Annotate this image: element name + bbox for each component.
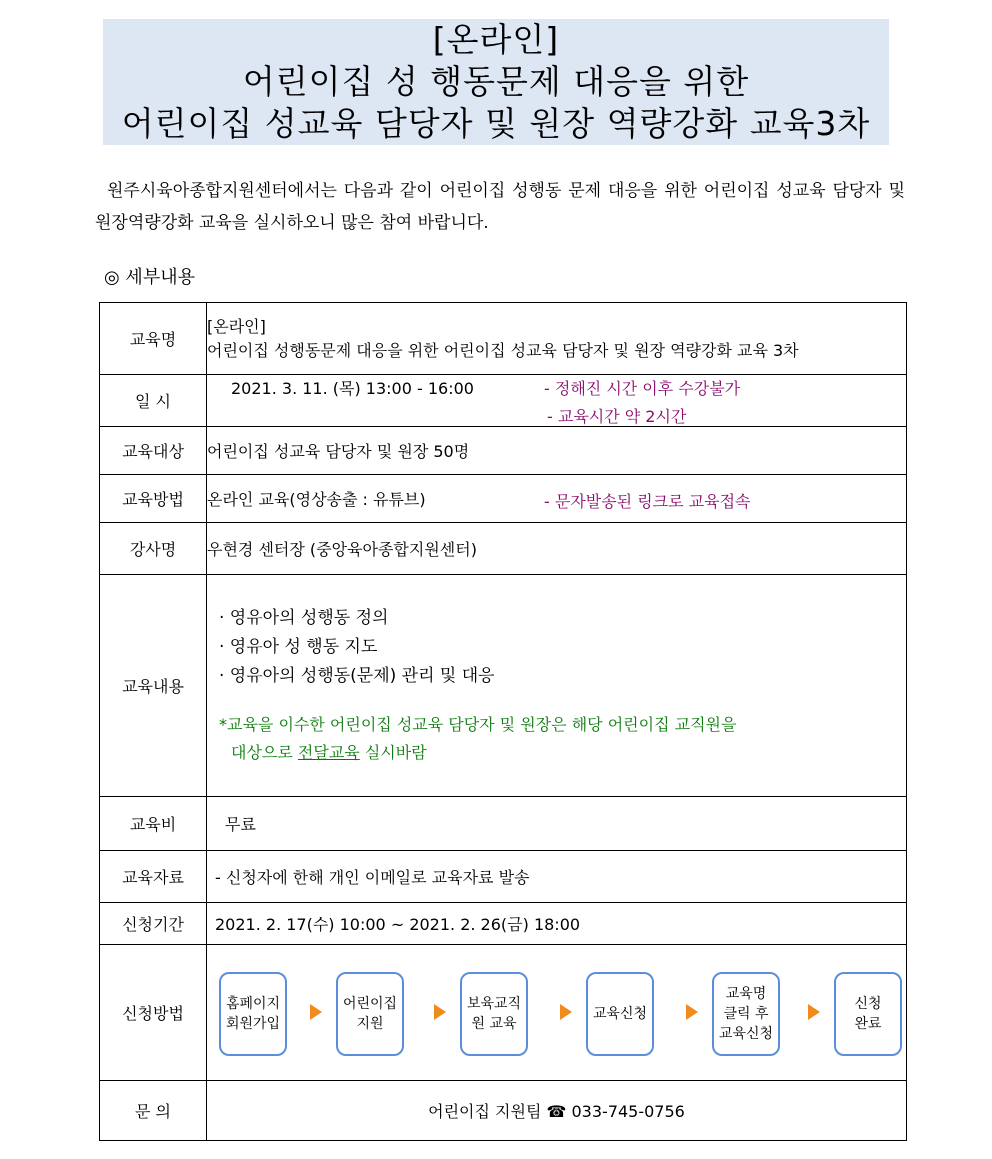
- row-value: 우현경 센터장 (중앙육아종합지원센터): [207, 523, 907, 575]
- row-label: 교육자료: [100, 851, 207, 903]
- step-text: 원 교육: [471, 1015, 517, 1032]
- table-row: [100, 945, 907, 1081]
- step-click-course: [712, 972, 780, 1056]
- table-row: [100, 475, 907, 523]
- date-note-2: - 교육시간 약 2시간: [547, 407, 687, 426]
- date-value: 2021. 3. 11. (목) 13:00 - 16:00: [231, 379, 474, 398]
- arrow-icon: [808, 1004, 820, 1020]
- table-row: [100, 427, 907, 475]
- step-text: 지원: [356, 1015, 384, 1032]
- contact-value: 어린이집 지원팀 ☎ 033-745-0756: [207, 1081, 907, 1141]
- row-value: 어린이집 성교육 담당자 및 원장 50명: [207, 427, 907, 475]
- step-text: 교육신청: [718, 1025, 774, 1042]
- intro-paragraph: 원주시육아종합지원센터에서는 다음과 같이 어린이집 성행동 문제 대응을 위한 어린이집 성교육 담당자 및 원장역량강화 교육을 실시하오니 많은 참여 바랍니다.: [95, 181, 905, 233]
- table-row: [100, 851, 907, 903]
- table-row: [100, 303, 907, 375]
- content-item: · 영유아 성 행동 지도: [219, 637, 378, 657]
- table-row: [100, 797, 907, 851]
- row-label: 신청방법: [100, 945, 207, 1081]
- step-text: 완료: [854, 1015, 882, 1032]
- title-line-2: 어린이집 성 행동문제 대응을 위한: [242, 62, 750, 101]
- step-text: 보육교직: [466, 995, 522, 1012]
- step-text: 클릭 후: [723, 1005, 769, 1022]
- row-value: [207, 475, 907, 523]
- row-label: 일 시: [100, 375, 207, 427]
- content-item: · 영유아의 성행동 정의: [219, 608, 389, 628]
- row-value: - 신청자에 한해 개인 이메일로 교육자료 발송: [207, 851, 907, 903]
- title-line-3: 어린이집 성교육 담당자 및 원장 역량강화 교육3차: [121, 104, 871, 143]
- table-row: [100, 523, 907, 575]
- method-value: 온라인 교육(영상송출 : 유튜브): [207, 490, 426, 509]
- row-label: 교육명: [100, 303, 207, 375]
- apply-steps: [207, 946, 906, 1080]
- step-apply-education: [586, 972, 654, 1056]
- row-value: [207, 375, 907, 427]
- section-title: ◎ 세부내용: [104, 267, 195, 288]
- step-staff-education: [460, 972, 528, 1056]
- notice-suffix: 실시바람: [359, 743, 427, 762]
- step-complete: [834, 972, 902, 1056]
- row-value: [207, 945, 907, 1081]
- table-row: [100, 575, 907, 797]
- row-label: 교육비: [100, 797, 207, 851]
- arrow-icon: [310, 1004, 322, 1020]
- table-row: [100, 903, 907, 945]
- step-text: 홈페이지: [225, 995, 281, 1012]
- notice-emphasis: 전달교육: [297, 743, 360, 762]
- row-label: 신청기간: [100, 903, 207, 945]
- date-note-1: - 정해진 시간 이후 수강불가: [544, 379, 741, 398]
- row-label: 문 의: [100, 1081, 207, 1141]
- step-daycare-support: [336, 972, 404, 1056]
- row-label: 강사명: [100, 523, 207, 575]
- content-notice-2: [219, 739, 906, 767]
- row-value: 무료: [207, 797, 907, 851]
- row-value: [207, 575, 907, 797]
- row-value: 2021. 2. 17(수) 10:00 ~ 2021. 2. 26(금) 18:00: [207, 903, 907, 945]
- step-text: 교육신청: [592, 1005, 648, 1022]
- table-row: [100, 1081, 907, 1141]
- details-table: [99, 302, 907, 1141]
- step-text: 신청: [854, 995, 882, 1012]
- arrow-icon: [434, 1004, 446, 1020]
- arrow-icon: [560, 1004, 572, 1020]
- table-row: [100, 375, 907, 427]
- row-label: 교육내용: [100, 575, 207, 797]
- arrow-icon: [686, 1004, 698, 1020]
- row-label: 교육대상: [100, 427, 207, 475]
- title-line-1: [온라인]: [432, 20, 560, 59]
- step-text: 어린이집: [342, 995, 398, 1012]
- method-note: - 문자발송된 링크로 교육접속: [544, 492, 751, 511]
- content-item: · 영유아의 성행동(문제) 관리 및 대응: [219, 666, 495, 686]
- course-name-line2: 어린이집 성행동문제 대응을 위한 어린이집 성교육 담당자 및 원장 역량강화 교육 3차: [207, 340, 799, 360]
- step-signup: [219, 972, 287, 1056]
- row-value: [207, 303, 907, 375]
- course-name-line1: [온라인]: [207, 316, 266, 336]
- title-banner: [103, 19, 889, 145]
- step-text: 회원가입: [225, 1015, 281, 1032]
- content-notice-1: *교육을 이수한 어린이집 성교육 담당자 및 원장은 해당 어린이집 교직원을: [219, 715, 737, 734]
- step-text: 교육명: [725, 985, 767, 1002]
- row-label: 교육방법: [100, 475, 207, 523]
- notice-prefix: 대상으로: [231, 743, 298, 762]
